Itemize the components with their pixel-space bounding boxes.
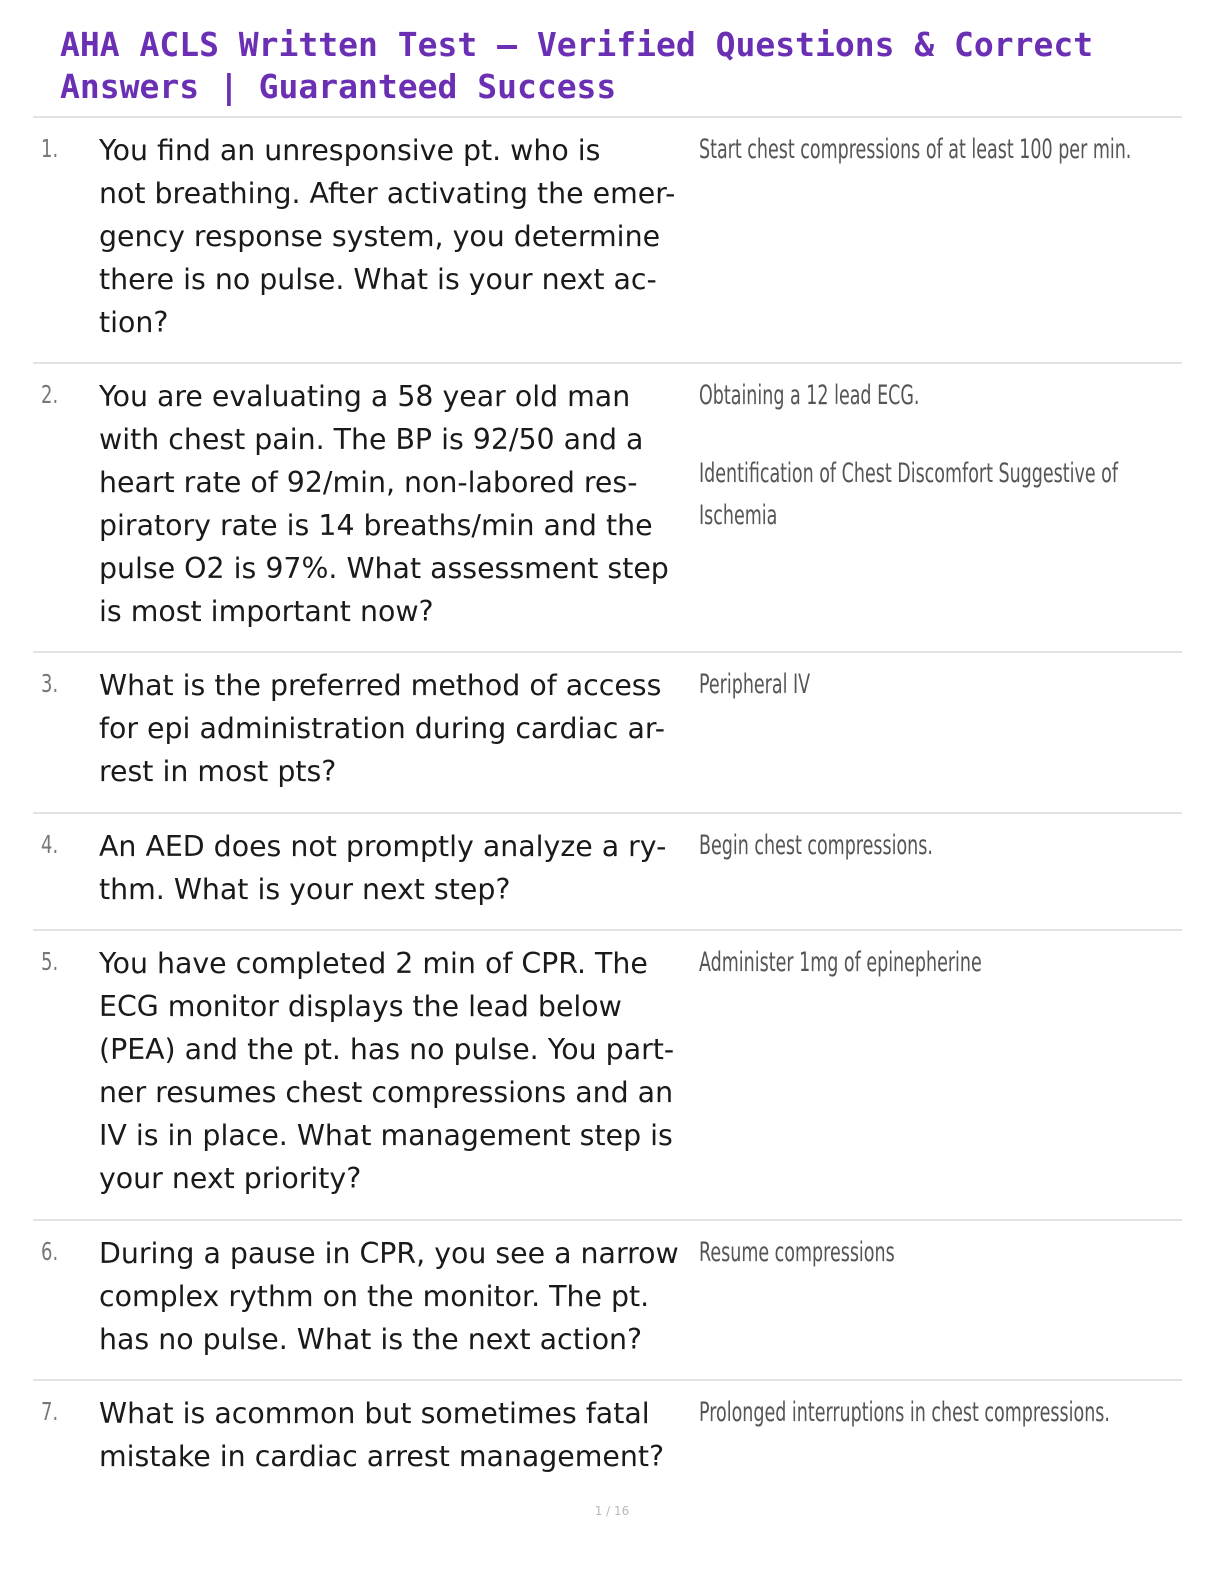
qa-row (33, 814, 1182, 931)
question-line: has no pulse. What is the next action? (99, 1323, 643, 1356)
question-line: complex rythm on the monitor. The pt. (99, 1280, 650, 1313)
question-line: rest in most pts? (99, 755, 337, 788)
answer-text (699, 942, 982, 984)
question-line: thm. What is your next step? (99, 873, 511, 906)
question-line: tion? (99, 306, 169, 339)
question-line: mistake in cardiac arrest management? (99, 1440, 665, 1473)
question-line: During a pause in CPR, you see a narrow (99, 1237, 679, 1270)
question-number: 4. (41, 830, 59, 859)
qa-row (33, 364, 1182, 653)
question-text (99, 664, 699, 793)
answer-line: Begin chest compressions. (699, 830, 933, 861)
qa-row (33, 1221, 1182, 1381)
answer-line: Ischemia (699, 500, 778, 531)
answer-line: Resume compressions (699, 1237, 895, 1268)
answer-line: Start chest compressions of at least 100 per min. (699, 134, 1132, 165)
question-answer-list (33, 118, 1182, 1491)
question-number: 3. (41, 669, 59, 698)
question-line: gency response system, you determine (99, 220, 661, 253)
answer-text (699, 129, 1131, 171)
question-line: not breathing. After activating the emer- (99, 177, 676, 210)
question-number: 6. (41, 1237, 59, 1266)
question-line: piratory rate is 14 breaths/min and the (99, 509, 653, 542)
qa-row (33, 653, 1182, 814)
question-line: for epi administration during cardiac ar- (99, 712, 665, 745)
qa-row (33, 1381, 1182, 1491)
question-line: with chest pain. The BP is 92/50 and a (99, 423, 644, 456)
answer-text (699, 1232, 895, 1274)
answer-line: Prolonged interruptions in chest compressions. (699, 1397, 1110, 1428)
question-line: An AED does not promptly analyze a ry- (99, 830, 667, 863)
question-text (99, 1392, 699, 1478)
question-line: pulse O2 is 97%. What assessment step (99, 552, 669, 585)
page-title: AHA ACLS Written Test – Verified Questions & Correct Answers | Guaranteed Success (60, 25, 1094, 106)
question-line: ECG monitor displays the lead below (99, 990, 622, 1023)
answer-spacer (699, 417, 1118, 453)
page-number: 1 / 16 (594, 1504, 630, 1518)
question-line: You are evaluating a 58 year old man (99, 380, 631, 413)
answer-text (699, 1392, 1110, 1434)
answer-line: Peripheral IV (699, 669, 811, 700)
question-text (99, 942, 699, 1200)
answer-line: Identification of Chest Discomfort Suggestive of (699, 458, 1119, 489)
qa-row (33, 931, 1182, 1221)
question-line: What is the preferred method of access (99, 669, 662, 702)
question-line: You find an unresponsive pt. who is (99, 134, 601, 167)
question-line: What is acommon but sometimes fatal (99, 1397, 650, 1430)
question-line: ner resumes chest compressions and an (99, 1076, 674, 1109)
answer-text (699, 825, 933, 867)
answer-line: Obtaining a 12 lead ECG. (699, 380, 920, 411)
question-text (99, 1232, 699, 1361)
question-line: You have completed 2 min of CPR. The (99, 947, 648, 980)
question-number: 7. (41, 1397, 59, 1426)
question-number: 1. (41, 134, 59, 163)
question-line: your next priority? (99, 1162, 362, 1195)
question-text (99, 825, 699, 911)
question-line: IV is in place. What management step is (99, 1119, 673, 1152)
qa-row (33, 118, 1182, 364)
answer-text (699, 664, 810, 706)
question-text (99, 375, 699, 633)
question-number: 2. (41, 380, 59, 409)
question-line: (PEA) and the pt. has no pulse. You part- (99, 1033, 675, 1066)
question-text (99, 129, 699, 344)
answer-text (699, 375, 1118, 537)
answer-line: Administer 1mg of epinepherine (699, 947, 982, 978)
question-line: heart rate of 92/min, non-labored res- (99, 466, 638, 499)
question-line: there is no pulse. What is your next ac- (99, 263, 657, 296)
question-line: is most important now? (99, 595, 434, 628)
question-number: 5. (41, 947, 59, 976)
